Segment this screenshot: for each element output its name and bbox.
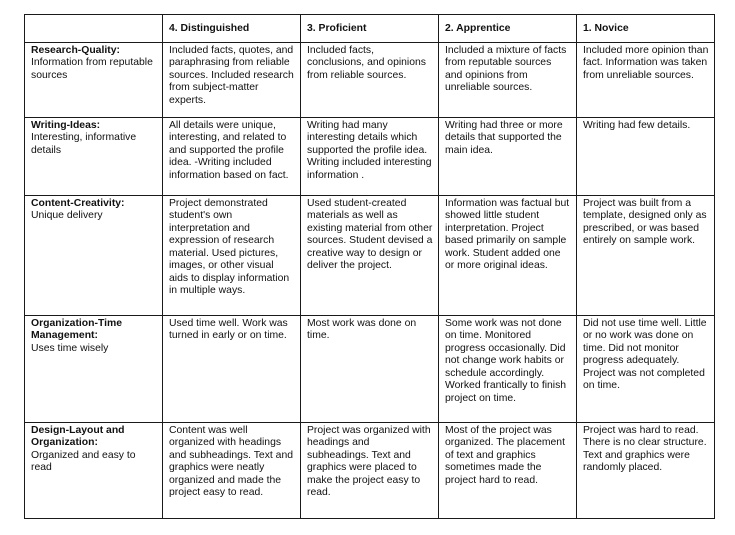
header-level-apprentice: 2. Apprentice	[439, 15, 577, 43]
rubric-cell-novice: Project was built from a template, designed only as prescribed, or was based entirely on sample work.	[577, 195, 715, 315]
criterion-description: Information from reputable sources	[31, 57, 153, 81]
criterion-cell	[25, 315, 163, 422]
table-row	[25, 315, 715, 422]
rubric-cell-proficient: Writing had many interesting details which supported the profile idea. Writing included interesting information .	[301, 117, 439, 195]
header-level-proficient: 3. Proficient	[301, 15, 439, 43]
criterion-description: Organized and easy to read	[31, 449, 136, 473]
rubric-cell-novice: Writing had few details.	[577, 117, 715, 195]
rubric-cell-distinguished: Included facts, quotes, and paraphrasing from reliable sources. Included research from subject-matter experts.	[163, 42, 301, 117]
table-row	[25, 195, 715, 315]
criterion-name: Content-Creativity:	[31, 197, 125, 209]
rubric-cell-proficient: Project was organized with headings and subheadings. Text and graphics were placed to make the project easy to read.	[301, 422, 439, 518]
rubric-cell-novice: Did not use time well. Little or no work was done on time. Did not monitor progress adequately. Project was not completed on time.	[577, 315, 715, 422]
rubric-cell-proficient: Used student-created materials as well as existing material from other sources. Student devised a creative way to design or deliver the project.	[301, 195, 439, 315]
criterion-cell	[25, 42, 163, 117]
rubric-cell-apprentice: Writing had three or more details that supported the main idea.	[439, 117, 577, 195]
rubric-cell-novice: Included more opinion than fact. Information was taken from unreliable sources.	[577, 42, 715, 117]
table-row	[25, 42, 715, 117]
rubric-cell-apprentice: Most of the project was organized. The placement of text and graphics sometimes made the project hard to read.	[439, 422, 577, 518]
rubric-cell-proficient: Included facts, conclusions, and opinions from reliable sources.	[301, 42, 439, 117]
rubric-cell-distinguished: All details were unique, interesting, and related to and supported the profile idea. -Writing included information based on fact.	[163, 117, 301, 195]
criterion-cell	[25, 422, 163, 518]
criterion-cell	[25, 195, 163, 315]
criterion-cell	[25, 117, 163, 195]
criterion-description: Interesting, informative details	[31, 132, 137, 156]
rubric-cell-distinguished: Project demonstrated student's own interpretation and expression of research material. Used pictures, images, or other visual aids to display information in multiple ways.	[163, 195, 301, 315]
table-row	[25, 117, 715, 195]
criterion-description: Unique delivery	[31, 210, 103, 221]
criterion-name: Design-Layout and Organization:	[31, 424, 125, 448]
criterion-name: Research-Quality:	[31, 44, 120, 56]
rubric-cell-apprentice: Information was factual but showed little student interpretation. Project based primarily on sample work. Student added one or more original ideas.	[439, 195, 577, 315]
header-level-novice: 1. Novice	[577, 15, 715, 43]
header-corner-cell	[25, 15, 163, 43]
rubric-cell-novice: Project was hard to read. There is no clear structure. Text and graphics were randomly placed.	[577, 422, 715, 518]
header-row	[25, 15, 715, 43]
criterion-name: Organization-Time Management:	[31, 317, 123, 341]
header-level-distinguished: 4. Distinguished	[163, 15, 301, 43]
rubric-cell-apprentice: Included a mixture of facts from reputable sources and opinions from unreliable sources.	[439, 42, 577, 117]
criterion-name: Writing-Ideas:	[31, 119, 101, 131]
rubric-cell-apprentice: Some work was not done on time. Monitored progress occasionally. Did not change work habits or schedule accordingly. Worked frantically to finish project on time.	[439, 315, 577, 422]
rubric-table	[24, 14, 715, 519]
rubric-cell-distinguished: Used time well. Work was turned in early or on time.	[163, 315, 301, 422]
table-row	[25, 422, 715, 518]
rubric-cell-distinguished: Content was well organized with headings and subheadings. Text and graphics were neatly organized and made the project easy to read.	[163, 422, 301, 518]
criterion-description: Uses time wisely	[31, 342, 109, 354]
rubric-cell-proficient: Most work was done on time.	[301, 315, 439, 422]
